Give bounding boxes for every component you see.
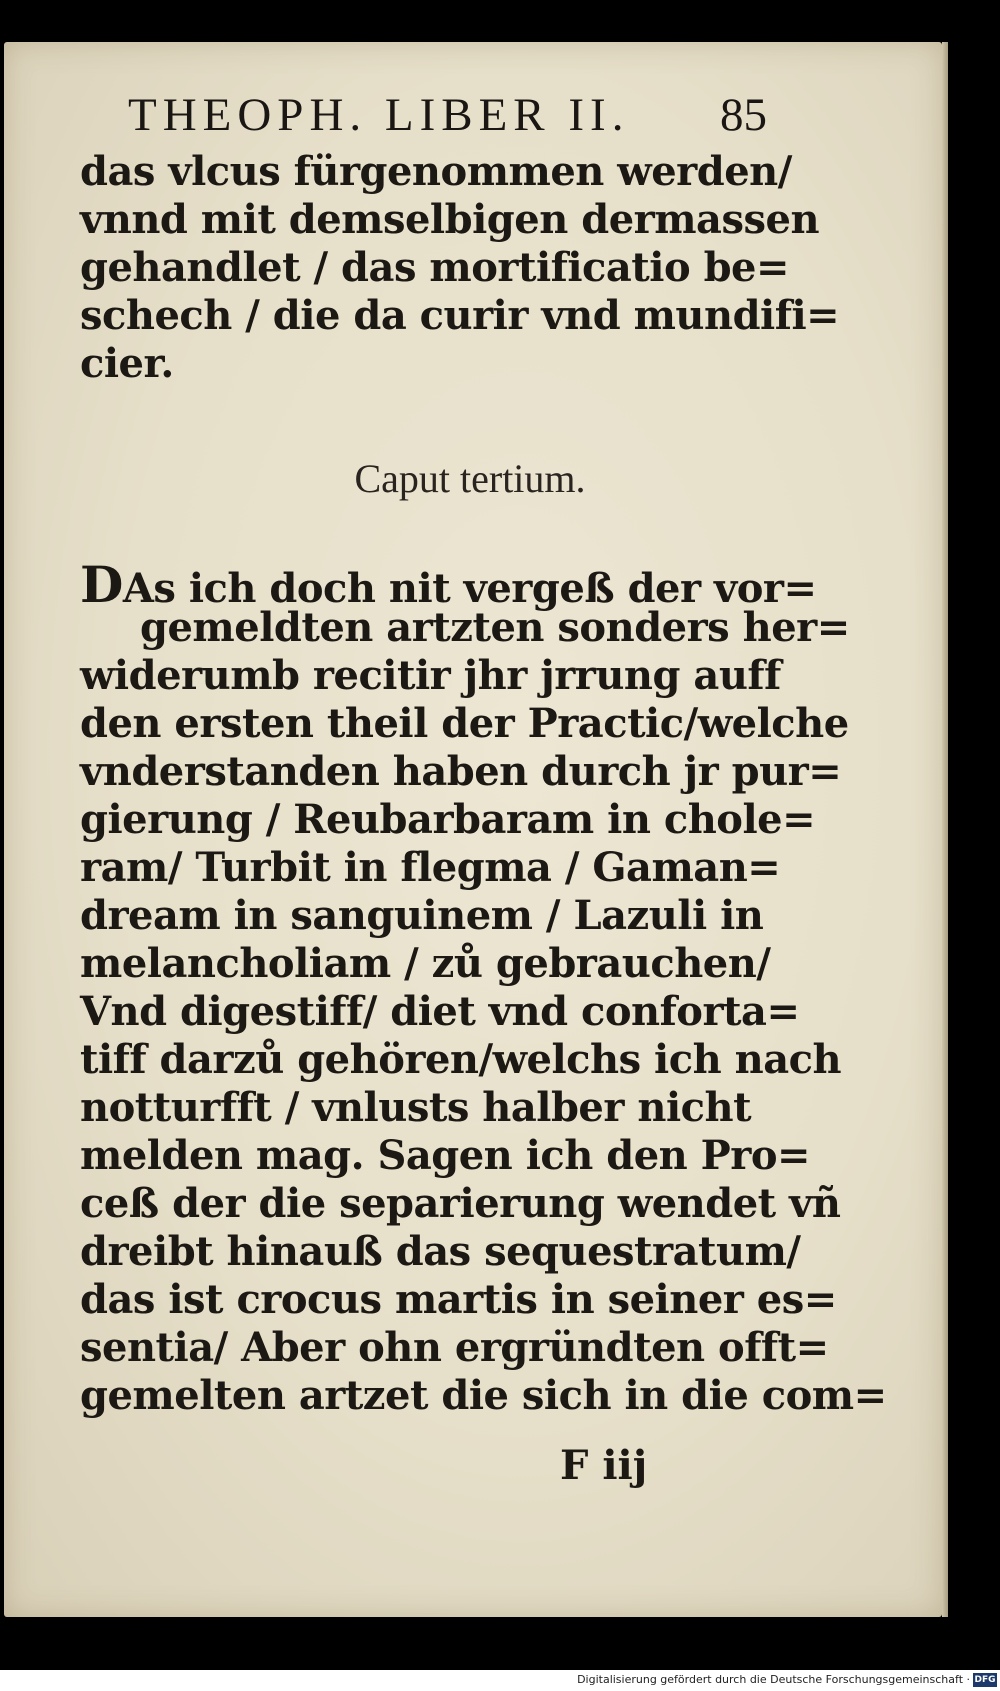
footer-bar bbox=[0, 1670, 1000, 1691]
initial-letter: D bbox=[80, 555, 123, 614]
text-line: gemeldten artzten sonders her= bbox=[140, 604, 850, 651]
dfg-logo[interactable]: DFG bbox=[974, 1675, 996, 1685]
running-head-title: THEOPH. LIBER II. bbox=[128, 89, 630, 141]
text-line: schech / die da curir vnd mundifi= bbox=[80, 292, 840, 339]
signature-mark: F iij bbox=[560, 1442, 648, 1489]
text-line: tiff darzů gehören/welchs ich nach bbox=[80, 1036, 842, 1083]
text-line: melden mag. Sagen ich den Pro= bbox=[80, 1132, 811, 1179]
running-head bbox=[128, 88, 768, 142]
page-number: 85 bbox=[720, 89, 767, 141]
text-line: vnderstanden haben durch jr pur= bbox=[80, 748, 842, 795]
text-line: ceß der die separierung wendet vñ bbox=[80, 1180, 841, 1227]
text-line: sentia/ Aber ohn ergründten offt= bbox=[80, 1324, 829, 1371]
text-line: den ersten theil der Practic/welche bbox=[80, 700, 849, 747]
footer-credit: Digitalisierung gefördert durch die Deutsche Forschungsgemeinschaft · bbox=[577, 1673, 970, 1686]
first-line bbox=[80, 555, 817, 614]
page-edge bbox=[942, 42, 948, 1617]
text-line: gehandlet / das mortificatio be= bbox=[80, 244, 790, 291]
text-line: widerumb recitir jhr jrrung auff bbox=[80, 652, 781, 699]
text-line: dreibt hinauß das sequestratum/ bbox=[80, 1228, 801, 1275]
text-line: das ist crocus martis in seiner es= bbox=[80, 1276, 837, 1323]
text-line: Vnd digestiff/ diet vnd conforta= bbox=[80, 988, 800, 1035]
chapter-heading: Caput tertium. bbox=[354, 456, 586, 501]
text-line: ram/ Turbit in flegma / Gaman= bbox=[80, 844, 781, 891]
text-line: gemelten artzet die sich in die com= bbox=[80, 1372, 887, 1419]
text-line: notturfft / vnlusts halber nicht bbox=[80, 1084, 752, 1131]
text-line: vnnd mit demselbigen dermassen bbox=[80, 196, 820, 243]
first-line-text: As ich doch nit vergeß der vor= bbox=[122, 565, 817, 612]
text-line: das vlcus fürgenommen werden/ bbox=[80, 148, 792, 195]
text-line: gierung / Reubarbaram in chole= bbox=[80, 796, 816, 843]
text-line: dream in sanguinem / Lazuli in bbox=[80, 892, 764, 939]
text-line: melancholiam / zů gebrauchen/ bbox=[80, 940, 771, 987]
text-line: cier. bbox=[80, 340, 174, 387]
